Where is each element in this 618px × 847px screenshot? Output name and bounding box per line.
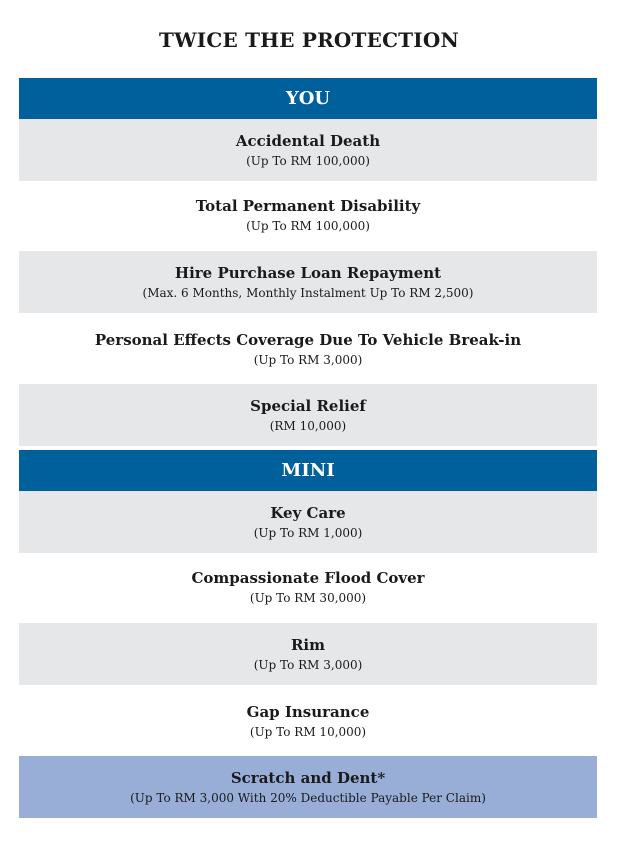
coverage-item-special-relief xyxy=(19,384,597,446)
coverage-name: Gap Insurance xyxy=(246,702,370,721)
coverage-item-rim xyxy=(19,623,597,685)
section-header-you: YOU xyxy=(19,78,597,119)
coverage-item-hire-purchase-loan-repayment xyxy=(19,251,597,313)
coverage-item-personal-effects xyxy=(19,318,597,380)
coverage-detail: (Up To RM 30,000) xyxy=(249,590,367,605)
coverage-detail: (Up To RM 10,000) xyxy=(249,724,367,739)
coverage-item-accidental-death xyxy=(19,119,597,181)
coverage-item-key-care xyxy=(19,491,597,553)
coverage-item-compassionate-flood-cover xyxy=(19,556,597,618)
coverage-name: Accidental Death xyxy=(235,131,381,150)
coverage-name: Scratch and Dent* xyxy=(230,768,386,787)
coverage-item-scratch-and-dent xyxy=(19,756,597,818)
page-title: TWICE THE PROTECTION xyxy=(159,28,459,52)
coverage-item-gap-insurance xyxy=(19,690,597,752)
coverage-name: Key Care xyxy=(270,503,346,522)
coverage-name: Hire Purchase Loan Repayment xyxy=(174,263,442,282)
coverage-name: Personal Effects Coverage Due To Vehicle Break-in xyxy=(94,330,522,349)
coverage-name: Total Permanent Disability xyxy=(195,196,421,215)
coverage-detail: (Up To RM 1,000) xyxy=(253,525,363,540)
coverage-name: Rim xyxy=(290,635,326,654)
coverage-name: Compassionate Flood Cover xyxy=(191,568,425,587)
coverage-detail: (Up To RM 100,000) xyxy=(246,218,370,233)
section-header-mini: MINI xyxy=(19,450,597,491)
coverage-item-total-permanent-disability xyxy=(19,184,597,246)
coverage-detail: (RM 10,000) xyxy=(269,418,347,433)
coverage-name: Special Relief xyxy=(250,396,366,415)
coverage-detail: (Up To RM 100,000) xyxy=(246,153,370,168)
coverage-detail: (Up To RM 3,000) xyxy=(253,657,363,672)
coverage-detail: (Max. 6 Months, Monthly Instalment Up To RM 2,500) xyxy=(142,285,474,300)
coverage-detail: (Up To RM 3,000 With 20% Deductible Payable Per Claim) xyxy=(130,790,486,805)
coverage-detail: (Up To RM 3,000) xyxy=(253,352,363,367)
